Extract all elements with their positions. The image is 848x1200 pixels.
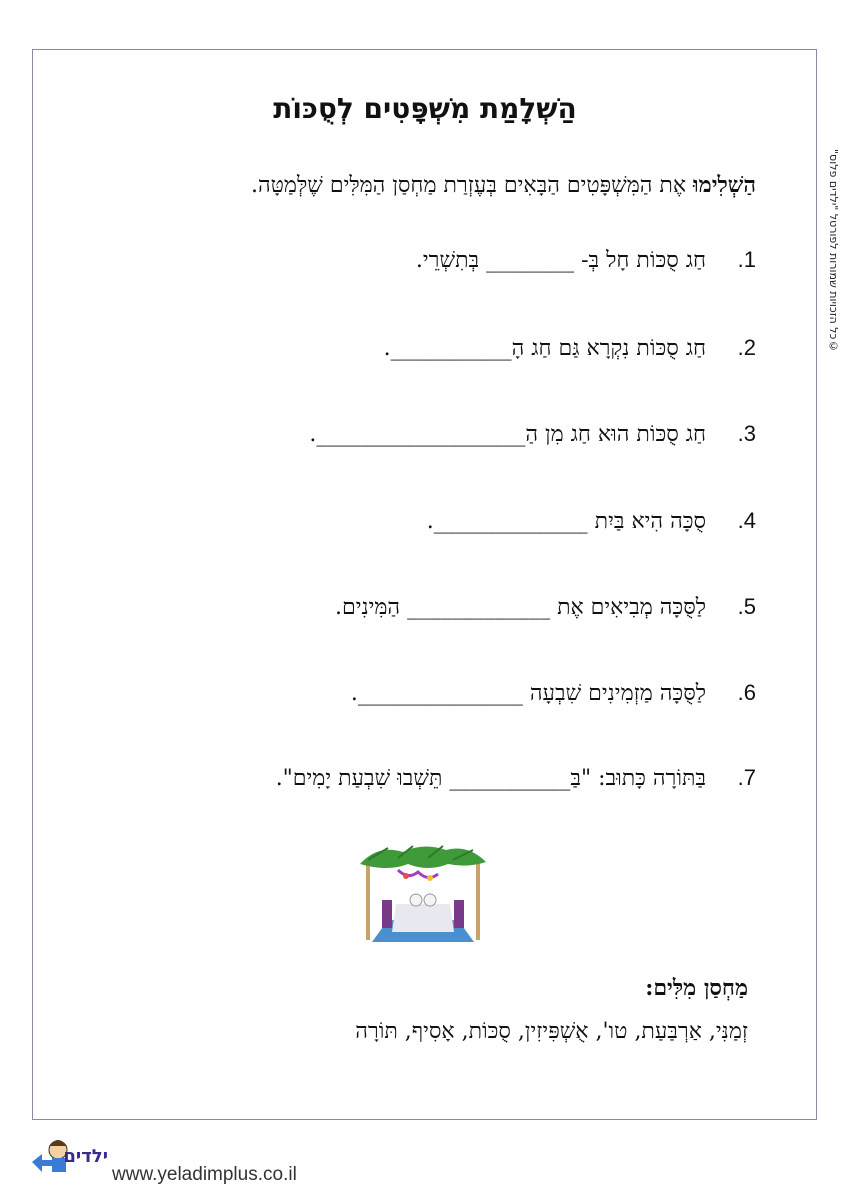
- instructions-bold: הַשְׁלִימוּ: [693, 172, 756, 198]
- question-7: [276, 765, 756, 791]
- question-number: 5.: [737, 594, 756, 619]
- question-number: 6.: [737, 680, 756, 705]
- question-number: 7.: [737, 765, 756, 790]
- logo-text: ילדים: [63, 1146, 108, 1167]
- question-text: חַג סֻכּוֹת נִקְרָא גַּם חַג הָ___________.: [383, 336, 706, 361]
- question-text: בַּתּוֹרָה כָּתוּב: "בַּ___________ תֵּשְׁבוּ שִׁבְעַת יָמִים".: [275, 766, 706, 791]
- question-number: 3.: [737, 421, 756, 446]
- page-frame: [32, 49, 817, 1120]
- question-text: חַג סֻכּוֹת הוּא חַג מִן הַ___________________.: [309, 422, 706, 447]
- question-5: [335, 594, 756, 620]
- question-text: לַסֻּכָּה מַזְמִינִים שִׁבְעָה _______________.: [350, 681, 706, 706]
- question-2: [384, 335, 756, 361]
- site-url[interactable]: www.yeladimplus.co.il: [112, 1164, 297, 1185]
- instructions-text: אֶת הַמִּשְׁפָּטִים הַבָּאִים בְּעֶזְרַת מַחְסַן הַמִּלִּים שֶׁלְּמַטָּה.: [251, 173, 694, 198]
- question-3: [309, 421, 756, 447]
- question-4: [427, 508, 756, 534]
- word-bank-title: מַחְסַן מִלִּים:: [645, 975, 748, 1001]
- instructions: [251, 172, 756, 198]
- question-6: [351, 680, 756, 706]
- question-text: חַג סֻכּוֹת חָל בְּ- ________ בְּתִשְׁרֵי.: [415, 248, 706, 273]
- question-number: 2.: [737, 335, 756, 360]
- yeladim-logo: [28, 1132, 110, 1182]
- question-text: לַסֻּכָּה מְבִיאִים אֶת _____________ הַמִּינִים.: [334, 595, 706, 620]
- copyright-notice: ©כל הזכויות שמורות לפורטל "ילדים פלוס": [827, 148, 840, 352]
- word-bank-words: זְמַנִּי, אַרְבַּעַת, טו', אֻשְׁפִּיזִין, סֻכּוֹת, אָסִיף, תּוֹרָה: [355, 1019, 748, 1044]
- question-number: 1.: [737, 247, 756, 272]
- question-text: סֻכָּה הִיא בַּיִת ______________.: [426, 509, 706, 534]
- question-1: [416, 247, 756, 273]
- question-number: 4.: [737, 508, 756, 533]
- sukkah-illustration: [358, 842, 488, 944]
- page-title: הַשְׁלָמַת מִשְׁפָּטִים לְסֻכּוֹת: [273, 92, 577, 125]
